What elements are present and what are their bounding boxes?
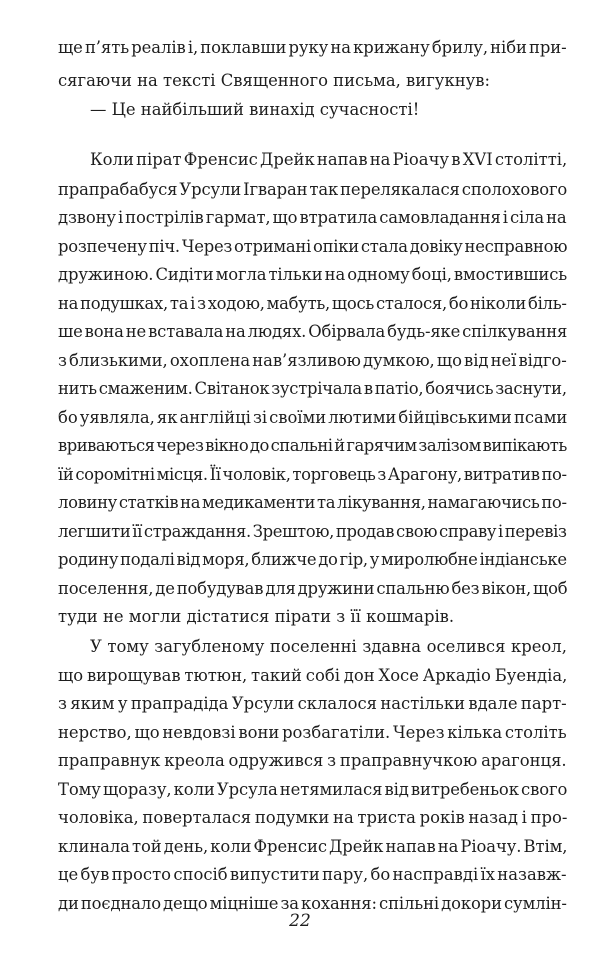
text-line: Тому щоразу, коли Урсула нетямилася від витребеньок свого <box>58 780 568 799</box>
text-line: клинала той день, коли Френсис Дрейк напав на Ріоачу. Втім, <box>58 837 568 856</box>
text-line: з яким у прапрадіда Урсули склалося настільки вдале парт- <box>58 694 567 713</box>
text-line: дзвону і пострілів гармат, що втратила самовладання і сіла на <box>58 208 567 227</box>
text-line: ловину статків на медикаменти та лікування, намагаючись по- <box>58 493 567 512</box>
text-line: дружиною. Сидіти могла тільки на одному боці, вмостившись <box>58 265 568 284</box>
text-line-paragraph-start: Коли пірат Френсис Дрейк напав на Ріоачу в XVI столітті, <box>90 150 568 169</box>
text-line: чоловіка, поверталася подумки на триста років назад і про- <box>58 808 568 827</box>
text-line: родину подалі від моря, ближче до гір, у миролюбне індіанське <box>58 550 567 569</box>
text-line: з близькими, охоплена нав’язливою думкою, що від неї відго- <box>58 351 567 370</box>
text-line: ще п’ять реалів і, поклавши руку на крижану брилу, ніби при- <box>58 38 567 57</box>
text-line: розпечену піч. Через отримані опіки стала довіку несправною <box>58 237 568 256</box>
text-line: нерство, що невдовзі вони розбагатіли. Через кілька століть <box>58 723 567 742</box>
text-line: ше вона не вставала на людях. Обірвала будь-яке спілкування <box>58 322 568 341</box>
text-line: поселення, де побудував для дружини спальню без вікон, щоб <box>58 579 568 598</box>
text-line: бо уявляла, як англійці зі своїми лютими бійцівськими псами <box>58 408 568 427</box>
text-line: що вирощував тютюн, такий собі дон Хосе Аркадіо Буендіа, <box>58 666 568 685</box>
text-line: туди не могли дістатися пірати з її кошмарів. <box>58 607 455 626</box>
text-line-paragraph-start: У тому загубленому поселенні здавна оселився креол, <box>90 637 567 656</box>
text-line: ди поєднало дещо міцніше за кохання: спільні докори сумлін- <box>58 894 567 913</box>
text-line: легшити її страждання. Зрештою, продав свою справу і перевіз <box>58 522 567 541</box>
text-line: праправнук креола одружився з праправнучкою арагонця. <box>58 751 567 770</box>
text-line: на подушках, та і з ходою, мабуть, щось сталося, бо ніколи біль- <box>58 294 567 313</box>
text-line-dialogue: — Це найбільший винахід сучасності! <box>90 100 420 119</box>
page-number: 22 <box>289 911 311 931</box>
text-line: нить смаженим. Світанок зустрічала в патіо, боячись заснути, <box>58 379 567 398</box>
text-line: прапрабабуся Урсули Ігваран так перелякалася сполохового <box>58 180 568 199</box>
text-line: їй соромітні місця. Її чоловік, торговець з Арагону, витратив по- <box>58 465 567 484</box>
text-line: це був просто спосіб випустити пару, бо насправді їх назавж- <box>58 865 567 884</box>
text-line: вриваються через вікно до спальні й гарячим залізом випікають <box>58 436 567 455</box>
text-line: сягаючи на тексті Священного письма, вигукнув: <box>58 71 491 90</box>
